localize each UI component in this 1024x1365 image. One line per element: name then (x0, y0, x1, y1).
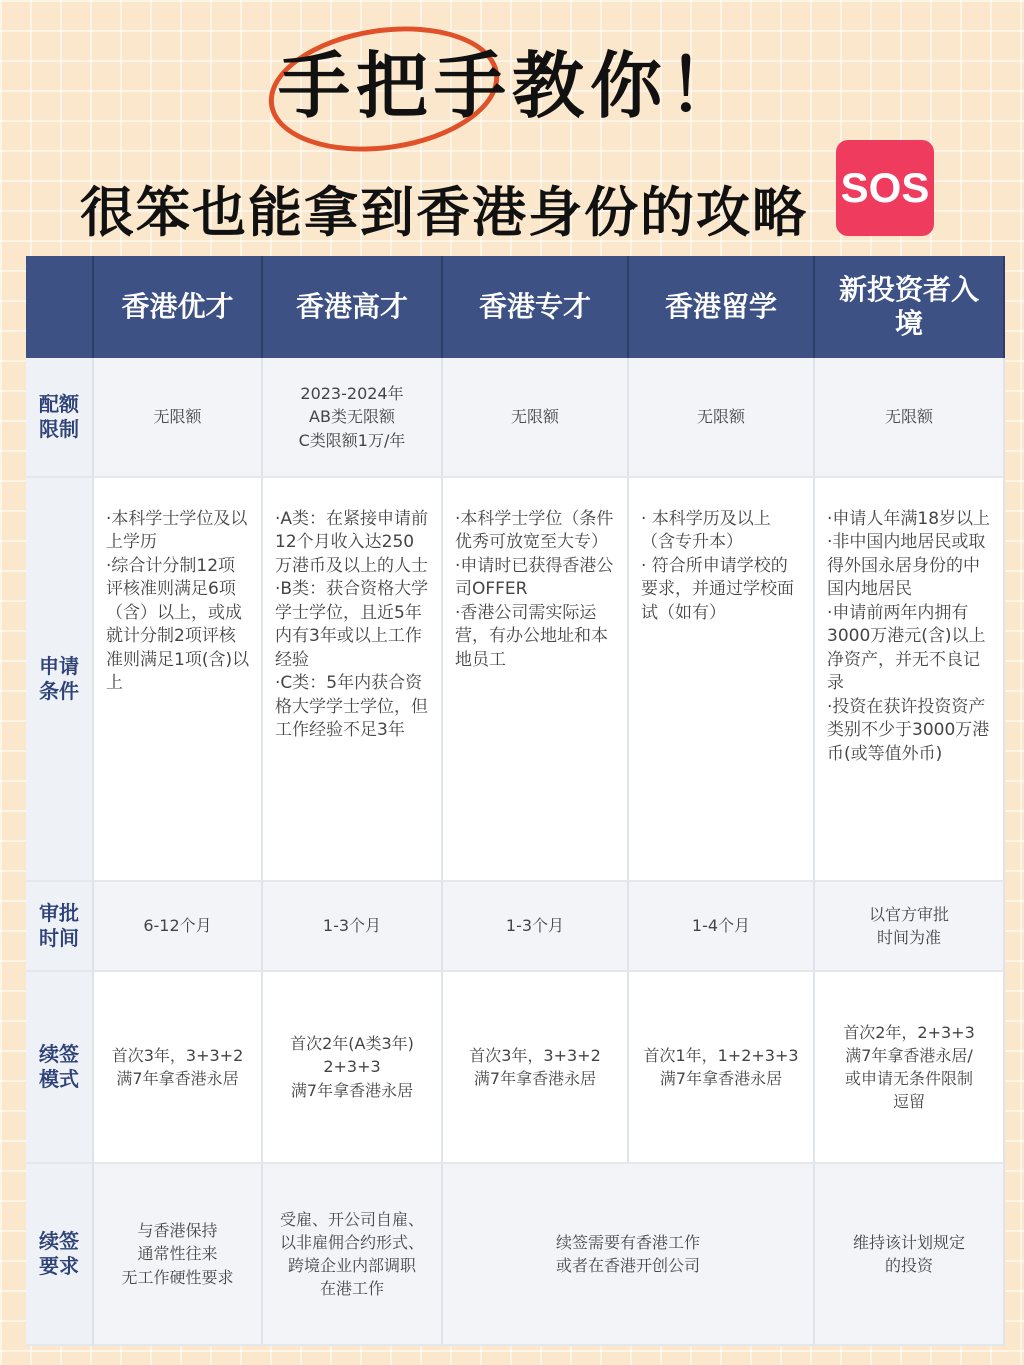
condition-item: ·B类：获合资格大学学士学位，且近5年内有3年或以上工作经验 (275, 579, 429, 670)
header-gaocai: 香港高才 (263, 256, 443, 358)
cell-conditions-youcai (94, 478, 263, 882)
header-corner (26, 256, 94, 358)
header-youcai: 香港优才 (94, 256, 263, 358)
cell-quota-gaocai: 2023-2024年 AB类无限额 C类限额1万/年 (263, 358, 443, 478)
header-zhuancai: 香港专才 (443, 256, 629, 358)
cell-quota-liuxue: 无限额 (629, 358, 815, 478)
comparison-table (26, 256, 1005, 1346)
cell-renewal-mode-liuxue: 首次1年，1+2+3+3 满7年拿香港永居 (629, 972, 815, 1164)
cell-conditions-gaocai (263, 478, 443, 882)
page-subtitle: 很笨也能拿到香港身份的攻略 (80, 180, 808, 244)
cell-quota-youcai: 无限额 (94, 358, 263, 478)
condition-item: · 符合所申请学校的要求，并通过学校面试（如有） (641, 555, 794, 623)
cell-approval-zhuancai: 1-3个月 (443, 882, 629, 972)
condition-item: ·本科学士学位（条件优秀可放宽至大专） (455, 509, 614, 553)
cell-approval-investor: 以官方审批 时间为准 (815, 882, 1005, 972)
cell-quota-zhuancai: 无限额 (443, 358, 629, 478)
condition-item: · 本科学历及以上（含专升本） (641, 509, 771, 553)
condition-item: ·香港公司需实际运营，有办公地址和本地员工 (455, 602, 608, 670)
condition-item: ·申请前两年内拥有3000万港元(含)以上净资产，并无不良记录 (827, 602, 986, 694)
row-label-quota: 配额限制 (26, 358, 94, 478)
cell-approval-gaocai: 1-3个月 (263, 882, 443, 972)
cell-quota-investor: 无限额 (815, 358, 1005, 478)
cell-renewal-mode-gaocai: 首次2年(A类3年) 2+3+3 满7年拿香港永居 (263, 972, 443, 1164)
cell-renewal-req-gaocai: 受雇、开公司自雇、 以非雇佣合约形式、 跨境企业内部调职 在港工作 (263, 1164, 443, 1346)
cell-approval-liuxue: 1-4个月 (629, 882, 815, 972)
condition-item: ·投资在获许投资资产类别不少于3000万港币(或等值外币) (827, 696, 990, 764)
condition-item: ·申请时已获得香港公司OFFER (455, 555, 614, 600)
cell-conditions-investor (815, 478, 1005, 882)
condition-item: ·C类：5年内获合资格大学学士学位，但工作经验不足3年 (275, 673, 428, 741)
condition-item: ·A类：在紧接申请前12个月收入达250万港币及以上的人士 (275, 509, 429, 576)
cell-renewal-mode-investor: 首次2年，2+3+3 满7年拿香港永居/ 或申请无条件限制 逗留 (815, 972, 1005, 1164)
cell-conditions-liuxue (629, 478, 815, 882)
row-label-renewal-mode: 续签模式 (26, 972, 94, 1164)
cell-renewal-mode-youcai: 首次3年，3+3+2 满7年拿香港永居 (94, 972, 263, 1164)
condition-item: ·综合计分制12项评核准则满足6项（含）以上，或成就计分制2项评核准则满足1项(含)以上 (106, 555, 250, 694)
condition-item: ·本科学士学位及以上学历 (106, 509, 248, 553)
cell-approval-youcai: 6-12个月 (94, 882, 263, 972)
cell-renewal-req-zhuancai-liuxue: 续签需要有香港工作 或者在香港开创公司 (443, 1164, 815, 1346)
condition-item: ·非中国内地居民或取得外国永居身份的中国内地居民 (827, 532, 986, 600)
cell-renewal-req-youcai: 与香港保持 通常性往来 无工作硬性要求 (94, 1164, 263, 1346)
cell-renewal-req-investor: 维持该计划规定 的投资 (815, 1164, 1005, 1346)
row-label-conditions: 申请条件 (26, 478, 94, 882)
page-title: 手把手教你！ (277, 43, 746, 128)
condition-item: ·申请人年满18岁以上 (827, 509, 991, 529)
header-investor: 新投资者入境 (815, 256, 1005, 358)
cell-conditions-zhuancai (443, 478, 629, 882)
header-liuxue: 香港留学 (629, 256, 815, 358)
sos-badge: SOS (836, 140, 934, 236)
cell-renewal-mode-zhuancai: 首次3年，3+3+2 满7年拿香港永居 (443, 972, 629, 1164)
row-label-approval: 审批时间 (26, 882, 94, 972)
row-label-renewal-req: 续签要求 (26, 1164, 94, 1346)
